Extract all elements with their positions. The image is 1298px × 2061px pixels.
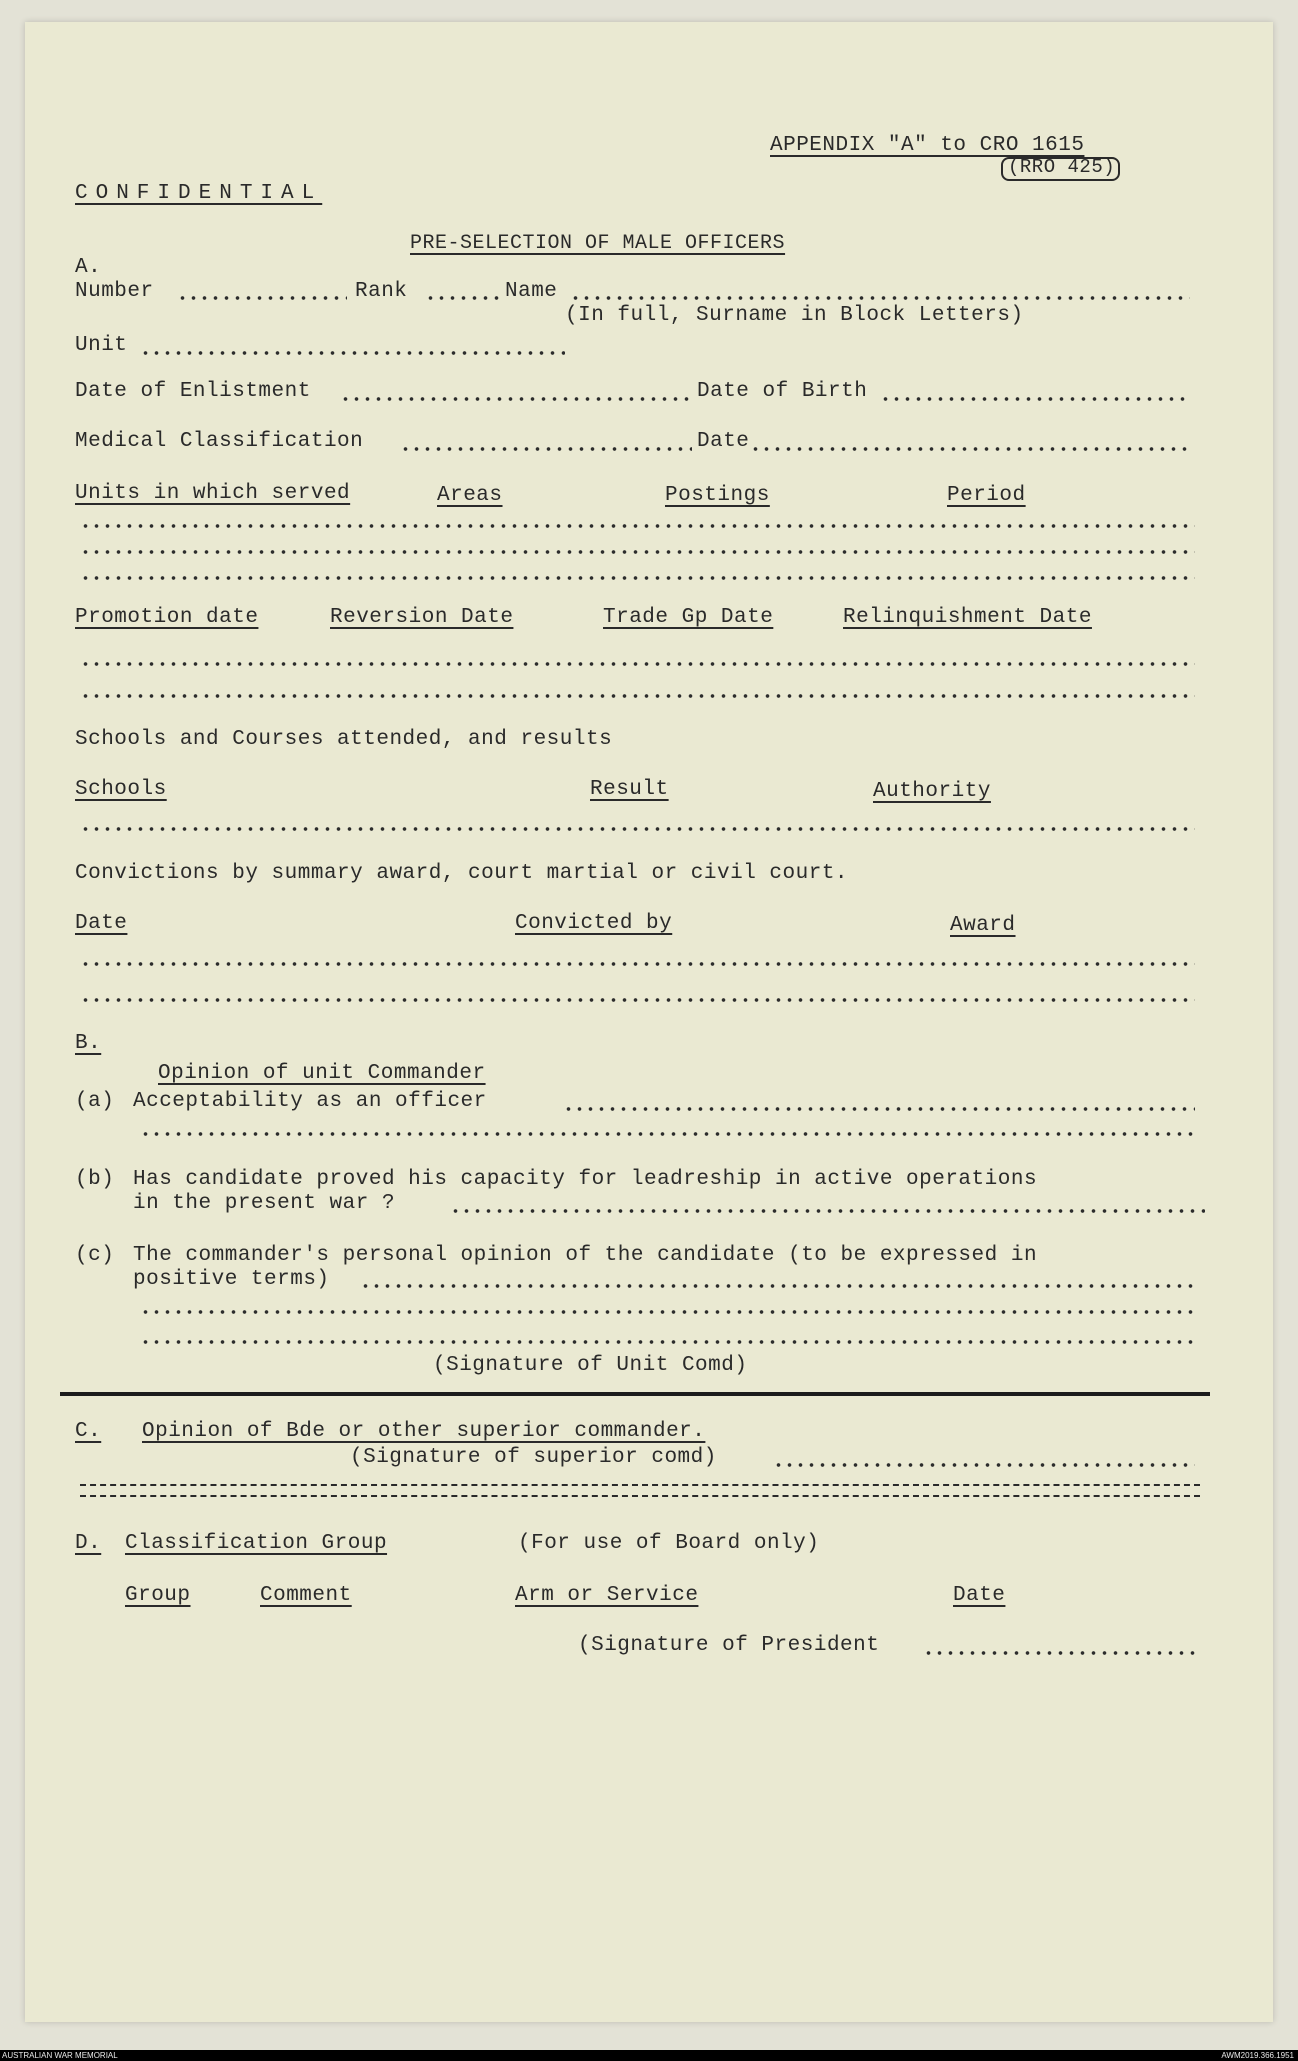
unit-field[interactable]: [140, 351, 565, 355]
section-b-letter: B.: [75, 1032, 102, 1055]
col-convicted-by: Convicted by: [515, 912, 673, 935]
document-page: [25, 22, 1273, 2022]
medical-field[interactable]: [400, 447, 692, 451]
medical-date-label: Date: [697, 430, 750, 453]
name-hint: (In full, Surname in Block Letters): [565, 304, 1024, 327]
col-comment: Comment: [260, 1584, 352, 1607]
service-row-1[interactable]: [80, 524, 1195, 528]
superior-comd-signature-label: (Signature of superior comd): [350, 1446, 717, 1469]
col-reversion-date: Reversion Date: [330, 606, 514, 629]
col-postings: Postings: [665, 484, 770, 507]
enlistment-label: Date of Enlistment: [75, 380, 311, 403]
president-signature-label: (Signature of President: [578, 1634, 880, 1657]
col-areas: Areas: [437, 484, 503, 507]
enlistment-field[interactable]: [340, 397, 690, 401]
leadership-field[interactable]: [450, 1209, 1205, 1213]
col-conviction-date: Date: [75, 912, 128, 935]
unit-comd-signature-label: (Signature of Unit Comd): [433, 1354, 748, 1377]
classification-group-heading: Classification Group: [125, 1532, 388, 1555]
number-field[interactable]: [177, 296, 347, 300]
section-b-heading: Opinion of unit Commander: [158, 1062, 486, 1085]
section-a-letter: A.: [75, 256, 102, 279]
opinion-field-2[interactable]: [140, 1310, 1195, 1314]
col-group: Group: [125, 1584, 191, 1607]
schools-intro: Schools and Courses attended, and results: [75, 728, 613, 751]
rro-reference: (RRO 425): [1008, 156, 1116, 178]
col-award: Award: [950, 914, 1016, 937]
acceptability-field-2[interactable]: [140, 1132, 1195, 1136]
appendix-reference: APPENDIX "A" to CRO 1615: [770, 134, 1085, 157]
section-d-letter: D.: [75, 1532, 102, 1555]
col-authority: Authority: [873, 780, 991, 803]
name-field[interactable]: [570, 296, 1190, 300]
col-board-date: Date: [953, 1584, 1006, 1607]
superior-comd-signature-field[interactable]: [773, 1463, 1195, 1467]
birth-label: Date of Birth: [697, 380, 868, 403]
medical-label: Medical Classification: [75, 430, 364, 453]
promotion-row-1[interactable]: [80, 662, 1195, 666]
board-use-note: (For use of Board only): [518, 1532, 820, 1555]
opinion-line-1: The commander's personal opinion of the candidate (to be expressed in: [133, 1244, 1038, 1267]
item-a-marker: (a): [75, 1090, 115, 1113]
form-title: PRE-SELECTION OF MALE OFFICERS: [410, 232, 786, 255]
convictions-row-2[interactable]: [80, 998, 1195, 1002]
footer-source: AUSTRALIAN WAR MEMORIAL: [2, 2051, 118, 2060]
schools-row-1[interactable]: [80, 827, 1195, 831]
double-divider: [80, 1484, 1200, 1497]
opinion-field-3[interactable]: [140, 1340, 1195, 1344]
col-arm-or-service: Arm or Service: [515, 1584, 699, 1607]
convictions-row-1[interactable]: [80, 962, 1195, 966]
col-units-served: Units in which served: [75, 482, 351, 505]
service-row-3[interactable]: [80, 576, 1195, 580]
acceptability-field[interactable]: [563, 1107, 1195, 1111]
birth-field[interactable]: [880, 397, 1190, 401]
opinion-field-1[interactable]: [360, 1284, 1195, 1288]
promotion-row-2[interactable]: [80, 694, 1195, 698]
leadership-line-2: in the present war ?: [133, 1192, 396, 1215]
number-label: Number: [75, 280, 154, 303]
col-trade-gp-date: Trade Gp Date: [603, 606, 774, 629]
service-row-2[interactable]: [80, 550, 1195, 554]
section-divider: [60, 1392, 1210, 1396]
col-promotion-date: Promotion date: [75, 606, 259, 629]
convictions-intro: Convictions by summary award, court martial or civil court.: [75, 862, 849, 885]
unit-label: Unit: [75, 334, 128, 357]
section-c-heading: Opinion of Bde or other superior commander.: [142, 1420, 706, 1443]
item-b-marker: (b): [75, 1168, 115, 1191]
president-signature-field[interactable]: [923, 1651, 1195, 1655]
col-period: Period: [947, 484, 1026, 507]
confidential-label: CONFIDENTIAL: [75, 182, 323, 205]
footer-accession: AWM2019.366.1951: [1221, 2051, 1294, 2060]
acceptability-label: Acceptability as an officer: [133, 1090, 487, 1113]
col-schools: Schools: [75, 778, 167, 801]
rank-label: Rank: [355, 280, 408, 303]
col-result: Result: [590, 778, 669, 801]
item-c-marker: (c): [75, 1244, 115, 1267]
name-label: Name: [505, 280, 558, 303]
col-relinquishment-date: Relinquishment Date: [843, 606, 1092, 629]
leadership-line-1: Has candidate proved his capacity for leadreship in active operations: [133, 1168, 1038, 1191]
opinion-line-2: positive terms): [133, 1268, 330, 1291]
section-c-letter: C.: [75, 1420, 102, 1443]
medical-date-field[interactable]: [750, 447, 1190, 451]
rank-field[interactable]: [425, 296, 500, 300]
